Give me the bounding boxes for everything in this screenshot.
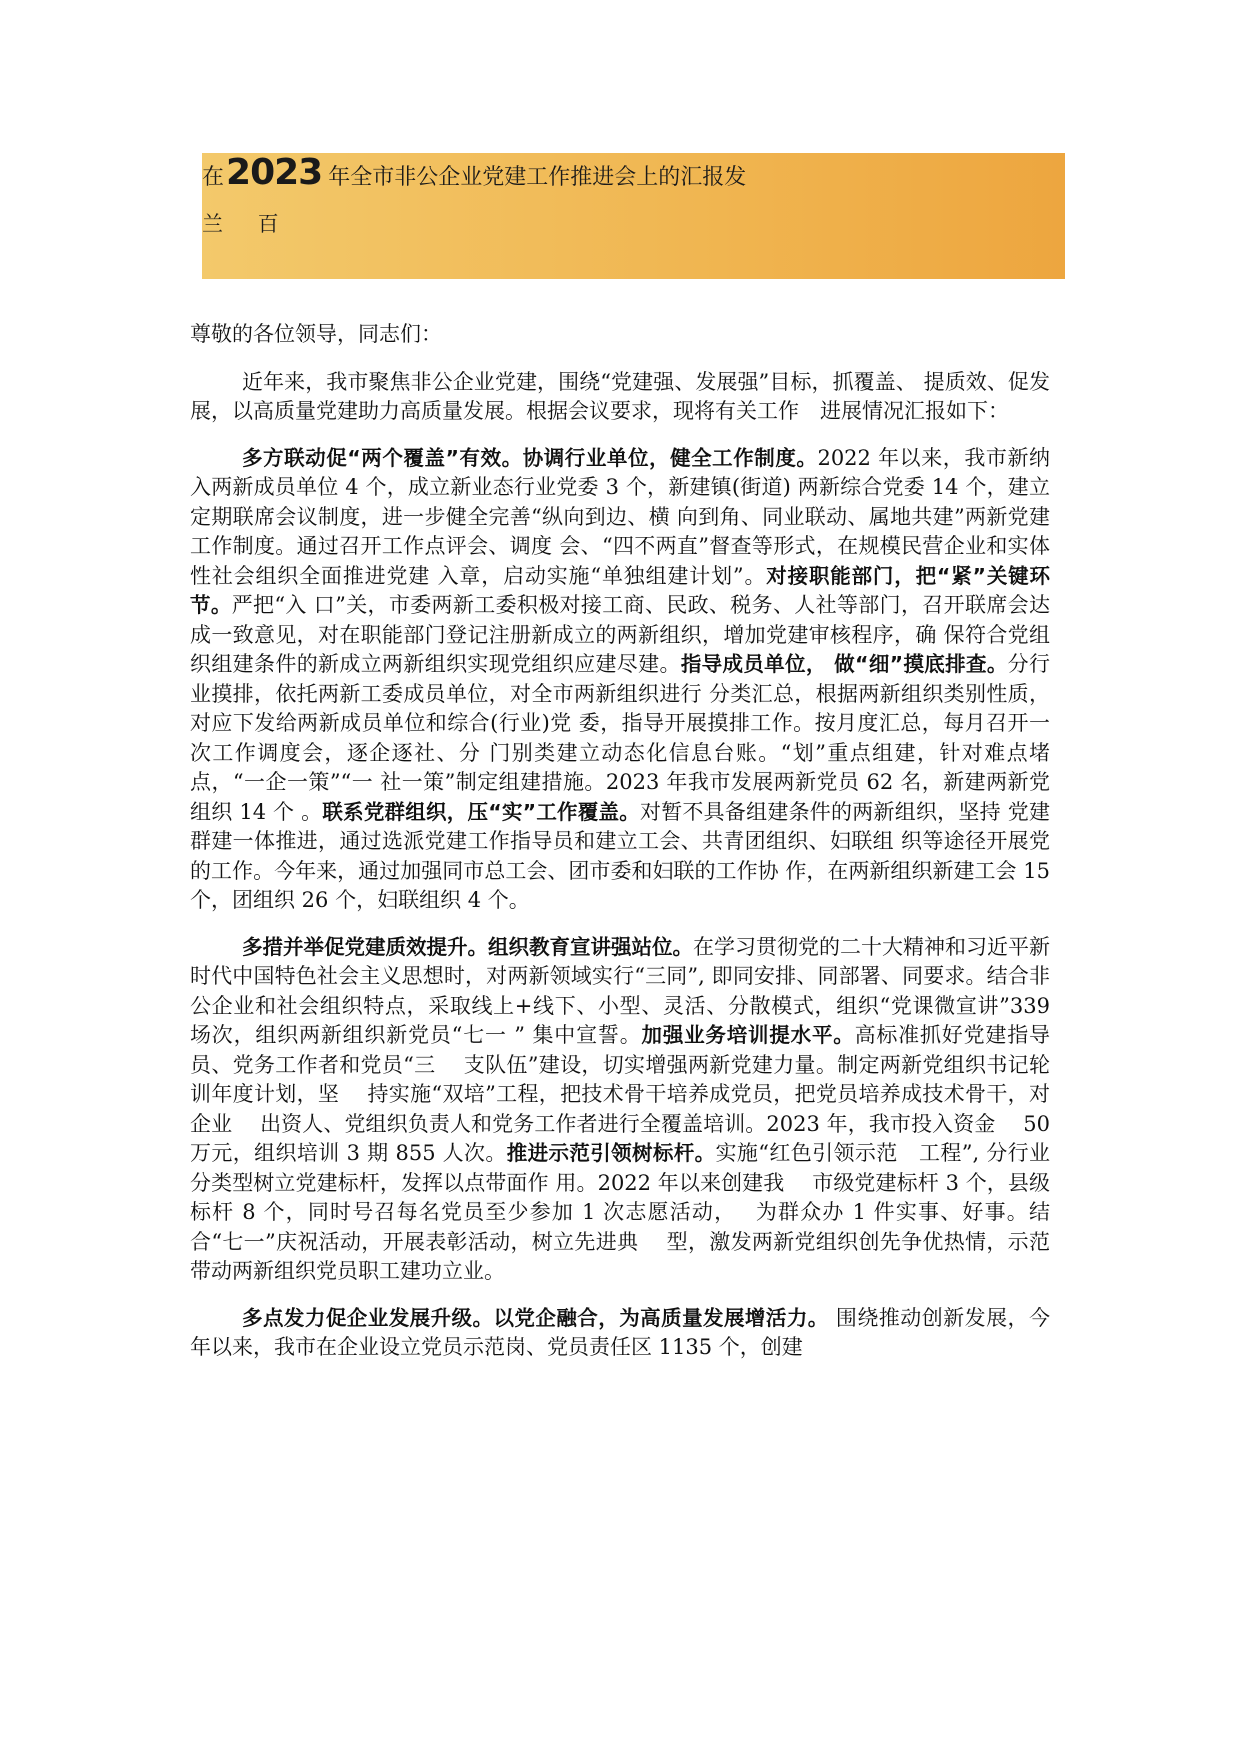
section-3-text-1: 围绕推动创新发展，今年以来，我市在企业设立党员示范岗、党员责任区 1135 个，创建 — [190, 1305, 1050, 1359]
section-1-subheading-2: 对接职能部门，把“紧”关键环节。 — [190, 563, 1050, 617]
section-1-text-1: 2022 年以来，我市新纳入两新成员单位 4 个，成立新业态行业党委 3 个，新建镇(街道) 两新综合党委 14 个，建立定期联席会议制度，进一步健全完善“纵向到边、横 向到角、同业联动、属地共建”两新党建工作制度。通过召开工作点评会、调度 会、“四不两直”督查等形式，在规模民营企业和实体性社会组织全面推进党建 入章，启动实施“单独组建计划”。 — [190, 445, 1050, 588]
section-2-subheading-2: 加强业务培训提水平。 — [641, 1023, 855, 1047]
document-title — [202, 152, 746, 194]
section-1-heading: 多方联动促“两个覆盖”有效。协调行业单位，健全工作制度。 — [242, 445, 818, 470]
section-3-paragraph — [190, 1304, 1050, 1363]
section-1-text-2: 严把“入 口”关，市委两新工委积极对接工商、民政、税务、人社等部门，召开联席会达 成一致意见，对在职能部门登记注册新成立的两新组织，增加党建审核程序，确 保符合党组织组建条件的新成立两新组织实现党组织应建尽建。 — [190, 593, 1050, 676]
section-3-heading: 多点发力促企业发展升级。以党企融合，为高质量发展增活力。 — [242, 1305, 829, 1330]
section-2-heading: 多措并举促党建质效提升。组织教育宣讲强站位。 — [242, 934, 693, 959]
intro-paragraph: 近年来，我市聚焦非公企业党建，围绕“党建强、发展强”目标，抓覆盖、 提质效、促发展，以高质量党建助力高质量发展。根据会议要求，现将有关工作 进展情况汇报如下： — [190, 369, 1050, 423]
section-2-text-2: 高标准抓好党建指导员、党务工作者和党员“三 支队伍”建设，切实增强两新党建力量。制定两新党组织书记轮训年度计划，坚 持实施“双培”工程，把技术骨干培养成党员，把党员培养成技术骨干，对企业 出资人、党组织负责人和党务工作者进行全覆盖培训。2023 年，我市投入资金 50 万元，组织培训 3 期 855 人次。 — [190, 1023, 1050, 1165]
title-suffix: 年全市非公企业党建工作推进会上的汇报发 — [328, 165, 747, 190]
section-1-text-4: 对暂不具备组建条件的两新组织，坚持 党建群建一体推进，通过选派党建工作指导员和建立工会、共青团组织、妇联组 织等途径开展党的工作。今年来，通过加强同市总工会、团市委和妇联的工作协 作，在两新组织新建工会 15 个，团组织 26 个，妇联组织 4 个。 — [190, 799, 1050, 912]
section-2-text-3: 实施“红色引领示范 工程”, 分行业分类型树立党建标杆，发挥以点带面作 用。2022 年以来创建我 市级党建标杆 3 个，县级标杆 8 个，同时号召每名党员至少参加 1 次志愿活动， 为群众办 1 件实事、好事。结合“七一”庆祝活动，开展表彰活动，树立先进典 型，激发两新党组织创先争优热情，示范带动两新组织党员职工建功立业。 — [190, 1141, 1050, 1283]
author-name: 兰 百 — [202, 212, 279, 236]
section-2-subheading-3: 推进示范引领树标杆。 — [506, 1141, 716, 1165]
section-1-text-3: 分行业摸排，依托两新工委成员单位，对全市两新组织进行 分类汇总，根据两新组织类别性质，对应下发给两新成员单位和综合(行业)党 委，指导开展摸排工作。按月度汇总，每月召开一次工作调度会，逐企逐社、分 门别类建立动态化信息台账。“划”重点组建，针对难点堵点，“一企一策”“一 社一策”制定组建措施。2023 年我市发展两新党员 62 名，新建两新党组织 14 个 。 — [190, 652, 1051, 824]
document-body — [190, 320, 1050, 1380]
section-1-paragraph — [190, 444, 1050, 916]
title-year: 2023 — [226, 152, 323, 193]
section-1-subheading-3: 指导成员单位， 做“细”摸底排查。 — [680, 652, 1008, 676]
section-1-subheading-4: 联系党群组织，压“实”工作覆盖。 — [322, 799, 640, 824]
salutation: 尊敬的各位领导，同志们： — [190, 322, 442, 346]
section-2-paragraph — [190, 933, 1050, 1287]
title-prefix: 在 — [202, 165, 225, 190]
section-2-text-1: 在学习贯彻党的二十大精神和习近平新时代中国特色社会主义思想时，对两新领域实行“三同”, 即同安排、同部署、同要求。结合非公企业和社会组织特点，采取线上+线下、小型、灵活、分散模式，组织“党课微宣讲”339 场次，组织两新组织新党员“七一 ” 集中宣誓。 — [190, 934, 1050, 1047]
